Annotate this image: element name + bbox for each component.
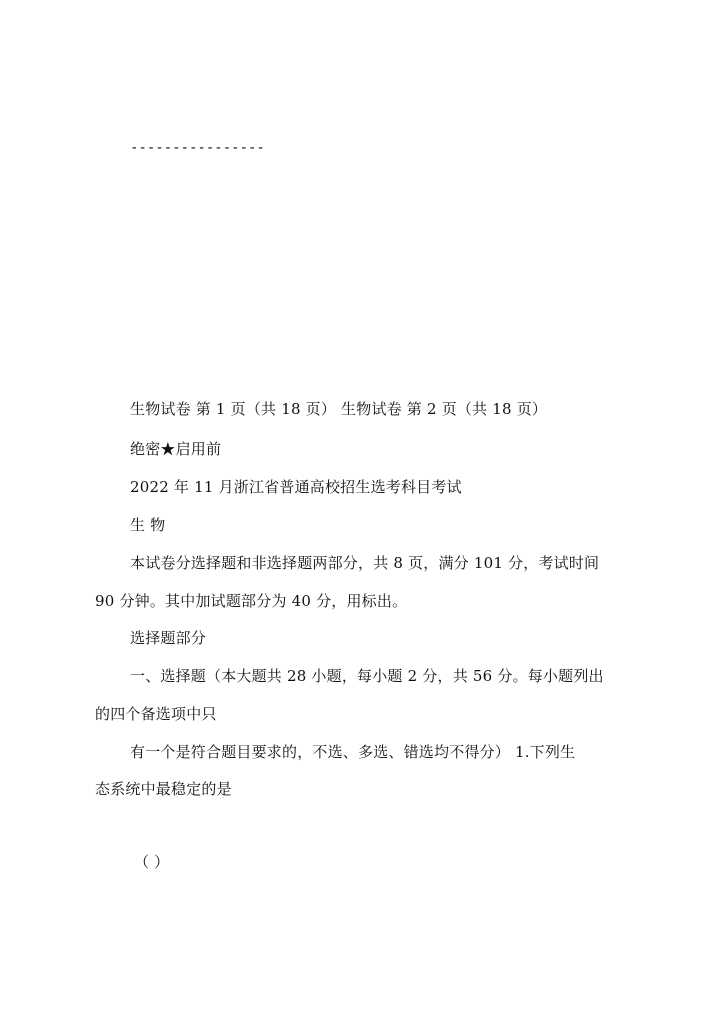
instruction-line-2: 的四个备选项中只 (95, 705, 217, 723)
instruction-line-3: 有一个是符合题目要求的，不选、多选、错选均不得分） 1.下列生 (130, 743, 576, 761)
answer-blank: （ ） (134, 853, 170, 871)
subject-title: 生 物 (130, 516, 166, 534)
intro-line-1: 本试卷分选择题和非选择题两部分，共 8 页，满分 101 分，考试时间 (130, 554, 600, 572)
exam-title: 2022 年 11 月浙江省普通高校招生选考科目考试 (130, 478, 462, 496)
separator-line: ---------------- (130, 140, 265, 156)
secret-mark: 绝密★启用前 (130, 440, 222, 458)
instruction-line-4: 态系统中最稳定的是 (95, 780, 232, 798)
intro-line-2: 90 分钟。其中加试题部分为 40 分，用标出。 (95, 592, 408, 610)
page-header-line: 生物试卷 第 1 页（共 18 页） 生物试卷 第 2 页（共 18 页） (130, 400, 548, 418)
instruction-line-1: 一、选择题（本大题共 28 小题，每小题 2 分，共 56 分。每小题列出 (130, 667, 604, 685)
section-title: 选择题部分 (130, 629, 207, 647)
